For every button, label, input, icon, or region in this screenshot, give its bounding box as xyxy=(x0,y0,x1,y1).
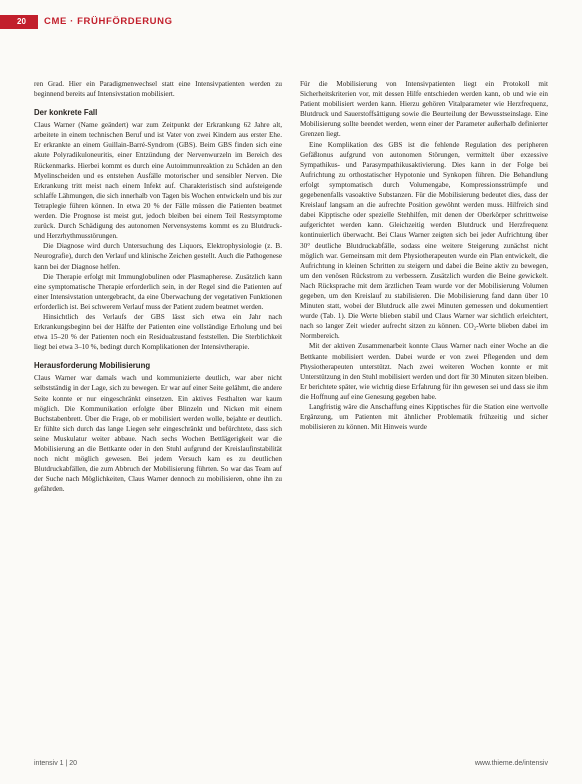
page-header xyxy=(0,0,582,30)
paragraph-protocol: Für die Mobilisierung von Intensivpatienten liegt ein Protokoll mit Sicherheitskriterien vor, mit dessen Hilfe entschieden werden kann, ob und wie ein Patient mobilisiert werden kann. Hierzu gehören Vitalparameter wie Herzfrequenz, Blutdruck und Sauerstoffsättigung sowie die Beurteilung der Bewusstseinslage. Eine Mobilisierung sollte beendet werden, wenn einer der Parameter außerhalb definierter Grenzen liegt. xyxy=(300,80,548,139)
paragraph-case-3: Die Therapie erfolgt mit Immunglobulinen oder Plasmapherese. Zusätzlich kann eine symptomatische Therapie erforderlich sein, in der Regel sind die Patienten auf einer Intensivstation untergebracht, da eine Überwachung der vegetativen Funktionen erforderlich ist. Bei schwerem Verlauf muss der Patient zudem beatmet werden. xyxy=(34,272,282,311)
section-title: CME · FRÜHFÖRDERUNG xyxy=(44,16,173,27)
paragraph-intro: ren Grad. Hier ein Paradigmenwechsel statt eine Intensivpatienten werden zu beginnend bereits auf Intensivstation mobilisiert. xyxy=(34,80,282,99)
left-column xyxy=(34,79,282,494)
paragraph-case-4: Hinsichtlich des Verlaufs der GBS lässt sich etwa ein Jahr nach Erkrankungsbeginn bei der Hälfte der Patienten eine vollständige Erholung und bei etwa 15–20 % der Patienten noch ein Residualzustand feststellen. Die Sterblichkeit liegt bei etwa 3–10 %, bedingt durch Komplikationen der Intensivtherapie. xyxy=(34,312,282,352)
footer-url: www.thieme.de/intensiv xyxy=(474,760,548,767)
footer-journal: intensiv 1 | 20 xyxy=(34,760,78,767)
paragraph-case-1: Claus Warner (Name geändert) war zum Zeitpunkt der Erkrankung 62 Jahre alt, arbeitete in einem technischen Beruf und ist Vater von zwei Kindern aus erster Ehe. Er erkrankte an einem Guillain-Barré-Syndrom (GBS). Beim GBS finden sich eine akute Polyradikuloneuritis, einer Entzündung der Nervenwurzeln im Bereich des Rückenmarks. Hierbei kommt es durch eine Autoimmunreaktion zu Schäden an den Myelinscheiden und es entstehen Ausfälle motorischer und sensibler Nerven. Die Erkrankung tritt meist nach einem Infekt auf. Charakteristisch sind aufsteigende schlaffe Lähmungen, die sich innerhalb von Tagen bis Wochen entwickeln und bis zur Tetraplegie führen können. In etwa 20 % der Fälle müssen die Patienten beatmet werden. Die Prognose ist meist gut, jedoch bleiben bei einem Teil Restsymptome zurück. Durch Schädigung des autonomen Nervensystems kommt es zu Blutdruck- und Herzrhythmusstörungen. xyxy=(34,121,282,241)
paragraph-case-2: Die Diagnose wird durch Untersuchung des Liquors, Elektrophysiologie (z. B. Neurografie), durch den Verlauf und klinische Zeichen gestellt. Auch die Pathogenese kann bei der Diagnose helfen. xyxy=(34,242,282,271)
heading-mobilisation: Herausforderung Mobilisierung xyxy=(34,361,151,371)
paragraph-outlook: Langfristig wäre die Anschaffung eines Kipptisches für die Station eine wertvolle Ergänzung, um Patienten mit ähnlicher Problematik frühzeitig und sicher mobilisieren zu können. Mit Hinweis wurde xyxy=(300,403,548,432)
heading-concrete-case: Der konkrete Fall xyxy=(34,108,98,118)
page-footer xyxy=(34,760,548,774)
paragraph-mobilisation: Claus Warner war damals wach und kommunizierte deutlich, war aber nicht selbstständig in der Lage, sich zu bewegen. Er war auf einer Seite gelähmt, die andere Seite konnte er nur eingeschränkt einsetzen. Ein aktives Festhalten war kaum möglich. Die Kommunikation erfolgte über Blinzeln und Nicken mit einem Buchstabenbrett. Über die Frage, ob er mobilisiert werden wolle, bejahte er deutlich. Er fühlte sich durch das lange Liegen sehr eingeschränkt und befürchtete, dass sich seine Muskulatur weiter abbaue. Nach sechs Wochen Bettlägerigkeit war die Mobilisierung an die Bettkante oder in den Stuhl aufgrund der Kreislaufinstabilität noch nicht möglich gewesen. Bei jedem Versuch kam es zu deutlichen Blutdruckabfällen, die zum Abbruch der Mobilisierung führten. So war das Team auf der Suche nach Möglichkeiten, Claus Warner dennoch zu mobilisieren, ohne ihn zu gefährden. xyxy=(34,374,282,494)
page-number-badge: 20 xyxy=(0,15,38,29)
right-column xyxy=(300,79,548,432)
paragraph-complication: Eine Komplikation des GBS ist die fehlende Regulation des peripheren Gefäßtonus aufgrund von autonomen Störungen, vermittelt über exzessive Sympathikus- und Parasympathikusaktivierung. Dies kann in der Folge bei Aufrichtung zu orthostatischer Hypotonie und Synkopen führen. Die Behandlung erfolgt symptomatisch durch Volumengabe, Kompressionsstrümpfe und gegebenenfalls vasoaktive Substanzen. Für die Mobilisierung bedeutet dies, dass der Kreislauf langsam an die aufrechte Position gewöhnt werden muss. Hilfreich sind dabei Kipptische oder spezielle Stehhilfen, mit denen der Oberkörper schrittweise aufgerichtet werden kann. Gleichzeitig werden Blutdruck und Herzfrequenz kontinuierlich überwacht. Bei Claus Warner zeigten sich bei jeder Aufrichtung über 30° deutliche Blutdruckabfälle, sodass eine weitere Steigerung zunächst nicht möglich war. Gemeinsam mit dem Physiotherapeuten wurde ein Plan entwickelt, die Aufrichtung in kleinen Schritten zu steigern und dabei die Beine aktiv zu bewegen, um den venösen Rückstrom zu verbessern. Zusätzlich wurden die Beine gewickelt. Nach Rücksprache mit dem ärztlichen Team wurde vor der Mobilisierung Volumen gegeben, um den Kreislauf zu stabilisieren. Die Mobilisierung fand dann über 10 Minuten statt, wobei der Blutdruck alle zwei Minuten gemessen und dokumentiert wurde (Tab. 1). Die Werte blieben stabil und Claus Warner war sichtlich erleichtert, nach so langer Zeit wieder aufrecht sitzen zu können. CO₂-Werte blieben dabei im Normbereich. xyxy=(300,140,548,341)
paragraph-progress: Mit der aktiven Zusammenarbeit konnte Claus Warner nach einer Woche an die Bettkante mobilisiert werden. Dabei wurde er von zwei Pflegenden und dem Physiotherapeuten unterstützt. Nach zwei weiteren Wochen konnte er mit Unterstützung in den Stuhl mobilisiert werden und dort für 30 Minuten sitzen bleiben. Er berichtete später, wie wichtig diese Erfahrung für ihn gewesen sei und dass sie ihm die Hoffnung auf eine Genesung gegeben habe. xyxy=(300,342,548,401)
